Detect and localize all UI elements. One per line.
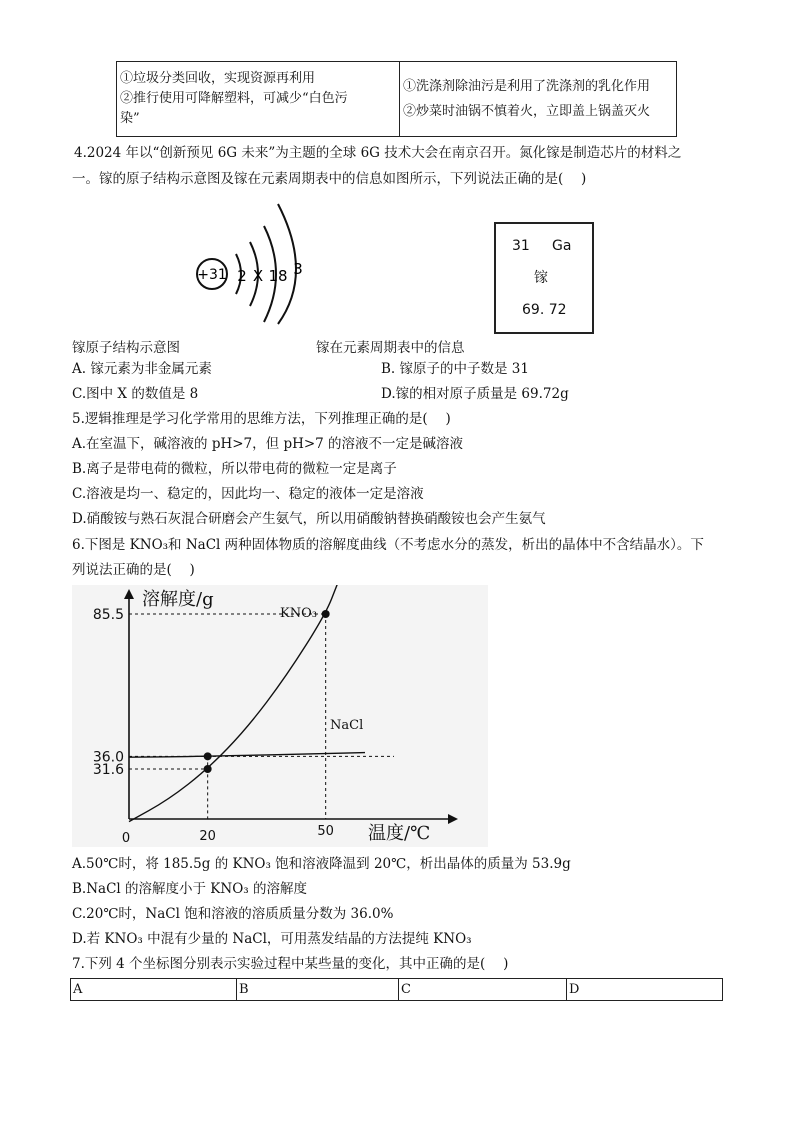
q7-cell-a[interactable]: A <box>71 979 237 1001</box>
q6-option-a[interactable]: A.50℃时，将 185.5g 的 KNO₃ 饱和溶液降温到 20℃，析出晶体的质量为 53.9g <box>72 856 571 872</box>
solubility-chart-svg <box>72 585 488 847</box>
q6-stem-line1: 6.下图是 KNO₃和 NaCl 两种固体物质的溶解度曲线（不考虑水分的蒸发，析出的晶体中不含结晶水）。下 <box>72 537 704 553</box>
x-axis-arrow <box>448 814 458 824</box>
q6-option-d[interactable]: D.若 KNO₃ 中混有少量的 NaCl，可用蒸发结晶的方法提纯 KNO₃ <box>72 931 472 947</box>
q6-stem-line2: 列说法正确的是( ) <box>72 562 195 578</box>
q4-option-d[interactable]: D.镓的相对原子质量是 69.72g <box>381 386 569 402</box>
nucleus-label: +31 <box>197 267 227 283</box>
atomic-number: 31 <box>512 238 530 254</box>
top-table-right-cell <box>400 62 677 137</box>
q4-option-c[interactable]: C.图中 X 的数值是 8 <box>72 386 199 402</box>
solubility-chart <box>72 585 488 847</box>
gallium-atom-diagram <box>192 196 332 326</box>
element-symbol: Ga <box>552 238 572 254</box>
q7-cell-b[interactable]: B <box>237 979 399 1001</box>
q7-cell-c[interactable]: C <box>399 979 567 1001</box>
top-options-table <box>116 61 677 137</box>
q4-stem-line1: 4.2024 年以“创新预见 6G 未来”为主题的全球 6G 技术大会在南京召开。氮化镓是制造芯片的材料之 <box>74 145 682 161</box>
shell-2-count: X <box>252 267 264 285</box>
marked-point-2 <box>322 610 330 618</box>
q7-cell-d[interactable]: D <box>567 979 723 1001</box>
atom-diagram-caption: 镓原子结构示意图 <box>72 340 180 356</box>
y-axis-arrow <box>124 589 134 599</box>
q7-answer-table <box>70 978 723 1001</box>
periodic-cell-caption: 镓在元素周期表中的信息 <box>316 340 465 356</box>
q5-stem: 5.逻辑推理是学习化学常用的思维方法，下列推理正确的是( ) <box>72 411 451 427</box>
q7-stem: 7.下列 4 个坐标图分别表示实验过程中某些量的变化，其中正确的是( ) <box>72 956 509 972</box>
y-tick-36-0: 36.0 <box>92 749 124 766</box>
y-tick-31-6: 31.6 <box>92 762 124 778</box>
element-name: 镓 <box>534 270 548 286</box>
x-axis-label: 温度/℃ <box>368 823 431 844</box>
y-axis-label: 溶解度/g <box>142 589 214 610</box>
q4-stem-line2: 一。镓的原子结构示意图及镓在元素周期表中的信息如图所示，下列说法正确的是( ) <box>72 171 587 187</box>
top-table-right-line: ②炒菜时油锅不慎着火，立即盖上锅盖灭火 <box>403 103 651 119</box>
x-tick-50: 50 <box>317 824 334 839</box>
periodic-table-cell <box>494 222 594 334</box>
series-label-nacl: NaCl <box>330 718 364 733</box>
q5-option-d[interactable]: D.硝酸铵与熟石灰混合研磨会产生氨气，所以用硝酸钠替换硝酸铵也会产生氨气 <box>72 511 546 527</box>
origin-tick-label: 0 <box>121 831 131 846</box>
marked-point-0 <box>204 752 212 760</box>
shell-4-count: 3 <box>293 260 303 278</box>
q5-option-b[interactable]: B.离子是带电荷的微粒，所以带电荷的微粒一定是离子 <box>72 461 397 477</box>
top-table-left-line: 染” <box>120 111 140 126</box>
top-table-left-line: ②推行使用可降解塑料，可减少“白色污 <box>120 91 348 106</box>
atomic-mass: 69. 72 <box>522 302 567 318</box>
q5-option-c[interactable]: C.溶液是均一、稳定的，因此均一、稳定的液体一定是溶液 <box>72 486 424 502</box>
q4-option-b[interactable]: B. 镓原子的中子数是 31 <box>381 361 529 377</box>
q5-option-a[interactable]: A.在室温下，碱溶液的 pH>7，但 pH>7 的溶液不一定是碱溶液 <box>72 436 464 452</box>
shell-1-count: 2 <box>237 267 247 285</box>
y-tick-85-5: 85.5 <box>92 607 124 623</box>
x-tick-20: 20 <box>199 829 216 844</box>
top-table-right-line: ①洗涤剂除油污是利用了洗涤剂的乳化作用 <box>403 78 651 94</box>
top-table-left-line: ①垃圾分类回收，实现资源再利用 <box>120 71 316 86</box>
top-table-left-cell <box>117 62 400 137</box>
marked-point-1 <box>204 765 212 773</box>
q4-option-a[interactable]: A. 镓元素为非金属元素 <box>72 361 212 377</box>
q6-option-c[interactable]: C.20℃时，NaCl 饱和溶液的溶质质量分数为 36.0% <box>72 906 394 922</box>
series-label-kno3: KNO₃ <box>280 606 317 621</box>
q6-option-b[interactable]: B.NaCl 的溶解度小于 KNO₃ 的溶解度 <box>72 881 307 897</box>
shell-3-count: 18 <box>268 267 288 285</box>
